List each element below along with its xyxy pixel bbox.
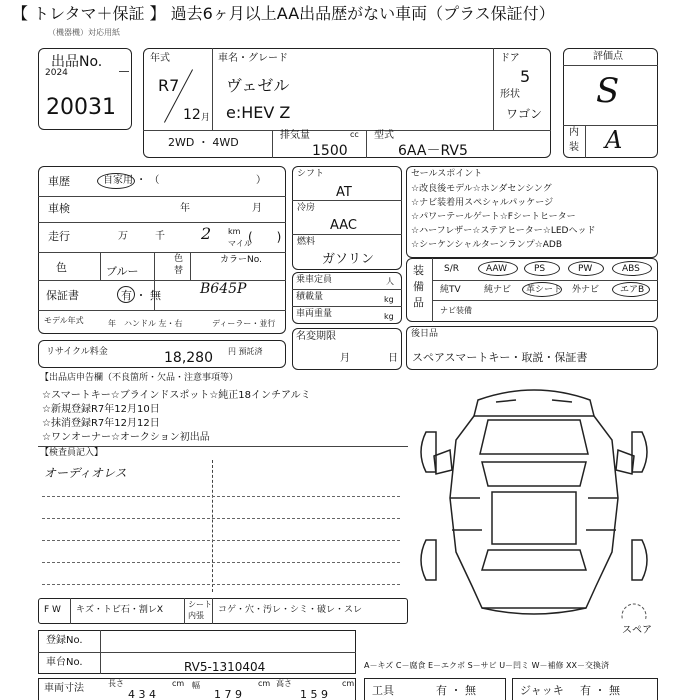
recycle-value: 18,280 — [164, 350, 213, 366]
year-era: R7 — [158, 76, 180, 95]
car-rear-window — [482, 550, 586, 570]
shift-value: AT — [336, 185, 352, 200]
shift-label: シフト — [297, 169, 325, 179]
interior-value: A — [605, 126, 623, 154]
model-year-unit: 年 — [108, 319, 116, 328]
size-cm-2: cm — [258, 679, 271, 688]
tools-label: 工具 — [372, 684, 394, 697]
model-value: 6AA－RV5 — [398, 143, 468, 159]
car-body-outline — [450, 416, 618, 608]
car-name: ヴェゼル — [226, 76, 290, 95]
seat-label-2: 内張 — [188, 611, 204, 620]
sales-point-2: ☆ナビ装着用スペシャルパッケージ — [411, 198, 554, 208]
equip-ps: PS — [534, 264, 546, 274]
car-damage-diagram — [416, 380, 652, 620]
mileage-sen: 千 — [155, 231, 165, 242]
dealer-options: ディーラー・並行 — [212, 319, 276, 328]
damage-legend: A－キズ C－腐食 E－エクボ S－サビ U－凹ミ W－補修 XX－交換済 — [364, 661, 610, 670]
interior-label-1: 内 — [569, 127, 579, 138]
score-value: S — [596, 71, 620, 111]
size-label: 車両寸法 — [44, 683, 84, 694]
top-partial-text: （機器機）対応用紙 — [48, 28, 120, 37]
color-no-label: カラーNo. — [220, 255, 262, 265]
warranty-options: 有 ・ 無 — [121, 289, 161, 302]
car-grade: e:HEV Z — [226, 103, 291, 122]
size-cm-3: cm — [342, 679, 355, 688]
car-left-door-line — [450, 498, 482, 530]
fuel-label: 燃料 — [297, 237, 316, 247]
capacity-row-3: 車両重量 — [296, 309, 333, 319]
sales-point-1: ☆改良後モデル☆ホンダセンシング — [411, 184, 552, 194]
inspector-title: 【検査員記入】 — [40, 448, 104, 458]
later-label: 後日品 — [411, 329, 439, 339]
note-line-4: ☆ワンオーナー☆オークション初出品 — [42, 432, 210, 443]
car-front-right-wheel — [632, 432, 647, 472]
history-label: 車歴 — [48, 175, 70, 188]
car-right-door-line — [586, 498, 618, 530]
mileage-paren: ( ) — [248, 230, 282, 244]
chassis-value: RV5-1310404 — [184, 660, 266, 674]
history-close: ） — [256, 175, 266, 186]
name-change-label: 名変期限 — [296, 331, 336, 342]
name-change-month: 月 — [340, 353, 350, 364]
interior-label-2: 装 — [569, 142, 579, 153]
mileage-mile: マイル — [228, 239, 252, 248]
car-rear-right-wheel — [632, 540, 647, 580]
lot-label: 出品No. — [51, 54, 103, 70]
car-front-bumper — [474, 390, 594, 416]
sales-points-label: セールスポイント — [411, 169, 483, 179]
capacity-unit-kg-2: kg — [384, 312, 394, 321]
note-line-1: ☆スマートキー☆ブラインドスポット☆純正18インチアルミ — [42, 390, 311, 401]
door-label: ドア — [500, 53, 520, 64]
ac-label: 冷房 — [297, 203, 316, 213]
shape-label: 形状 — [500, 89, 520, 100]
mileage-man: 万 — [118, 231, 128, 242]
capacity-unit-person: 人 — [386, 277, 394, 286]
car-windshield — [482, 462, 586, 486]
size-height-value: 1 5 9 — [300, 688, 328, 700]
car-front-left-wheel — [421, 432, 436, 472]
displacement-label: 排気量 — [280, 130, 310, 141]
warranty-label: 保証書 — [46, 289, 79, 302]
displacement-value: 1500 — [312, 143, 348, 159]
color-change-1: 色 — [174, 254, 184, 264]
spare-label: スペア — [622, 625, 652, 636]
capacity-row-2: 積載量 — [296, 292, 324, 302]
year-month-unit: 月 — [201, 113, 211, 123]
capacity-row-1: 乗車定員 — [296, 275, 333, 285]
seat-label-1: シート — [188, 600, 212, 609]
jack-options: 有 ・ 無 — [580, 684, 620, 697]
car-roof — [492, 492, 576, 544]
size-wid-label: 幅 — [192, 681, 200, 690]
navi-label: ナビ装備 — [440, 306, 472, 315]
tools-options: 有 ・ 無 — [436, 684, 476, 697]
score-label: 評価点 — [593, 51, 623, 62]
equipment-label-2: 備 — [413, 280, 424, 293]
color-value: ブルー — [106, 265, 139, 278]
size-hgt-label: 高さ — [276, 679, 292, 688]
car-hood — [480, 420, 588, 454]
history-box — [38, 166, 286, 334]
equipment-label-3: 品 — [413, 296, 424, 309]
inspection-month-unit: 月 — [252, 203, 262, 214]
fw-label: F W — [44, 605, 61, 615]
equip-airbag: エアB — [620, 285, 645, 295]
year-label: 年式 — [150, 53, 170, 64]
mileage-km: km — [228, 227, 241, 236]
door-count: 5 — [520, 67, 531, 86]
equipment-label-1: 装 — [413, 264, 424, 277]
lot-box — [38, 48, 132, 130]
fw-options: キズ・トビ石・割レX — [76, 605, 163, 615]
seat-options: コゲ・穴・汚レ・シミ・破レ・スレ — [218, 605, 363, 615]
displacement-unit: cc — [350, 130, 359, 139]
car-front-lights — [496, 400, 572, 402]
equip-tv: 純TV — [440, 285, 461, 295]
note-line-2: ☆新規登録R7年12月10日 — [42, 404, 160, 415]
year-month: 12 — [183, 107, 201, 123]
lot-year: 2024 — [45, 68, 68, 78]
inspection-year-unit: 年 — [180, 203, 190, 214]
size-cm-1: cm — [172, 679, 185, 688]
color-change-2: 替 — [174, 266, 184, 276]
mileage-value: 2 — [201, 224, 212, 243]
equip-pw: PW — [578, 264, 593, 274]
equip-sr: S/R — [444, 264, 459, 274]
equip-navi: 純ナビ — [484, 285, 512, 295]
banner: 【 トレタマ＋保証 】 過去6ヶ月以上AA出品歴がない車両（プラス保証付） — [12, 4, 555, 23]
car-rear-bumper — [482, 608, 586, 614]
notes-title: 【出品店申告欄（不良箇所・欠品・注意事項等） — [40, 373, 239, 383]
color-label: 色 — [56, 261, 67, 274]
drive-type: 2WD ・ 4WD — [168, 136, 239, 149]
size-length-value: 4 3 4 — [128, 688, 156, 700]
capacity-unit-kg-1: kg — [384, 295, 394, 304]
inspection-label: 車検 — [48, 202, 70, 215]
sales-point-5: ☆シーケンシャルターンランプ☆ADB — [411, 240, 563, 250]
sales-point-3: ☆パワーテールゲート☆Fシートヒーター — [411, 212, 576, 222]
model-label: 型式 — [374, 130, 394, 141]
chassis-label: 車台No. — [46, 657, 83, 668]
equip-leather: 革シート — [526, 285, 563, 295]
mileage-label: 走行 — [48, 230, 70, 243]
sales-point-4: ☆ハーフレザー☆ステアヒーター☆LEDヘッド — [411, 226, 596, 236]
jack-label: ジャッキ — [520, 684, 564, 697]
name-label: 車名・グレード — [218, 53, 288, 64]
car-rear-left-wheel — [421, 540, 436, 580]
handle-options: ハンドル 左・右 — [124, 319, 183, 328]
equip-ext-navi: 外ナビ — [572, 285, 600, 295]
history-options: 自家用 ・ （ — [103, 175, 160, 186]
lot-number: 20031 — [46, 95, 116, 120]
name-change-day: 日 — [388, 353, 398, 364]
size-len-label: 長さ — [108, 679, 124, 688]
ac-value: AAC — [330, 218, 357, 233]
color-no-value: B645P — [200, 281, 247, 297]
later-value: スペアスマートキー・取説・保証書 — [412, 351, 588, 364]
recycle-label: リサイクル料金 — [46, 347, 108, 357]
note-line-3: ☆抹消登録R7年12月12日 — [42, 418, 160, 429]
spare-tire — [622, 604, 646, 620]
size-width-value: 1 7 9 — [214, 688, 242, 700]
equip-aaw: AAW — [486, 264, 507, 274]
inspector-note: オーディオレス — [44, 466, 127, 480]
shape-value: ワゴン — [506, 107, 543, 121]
recycle-unit: 円 預託済 — [228, 347, 263, 356]
fuel-value: ガソリン — [322, 252, 375, 267]
model-year-label: モデル年式 — [44, 316, 84, 325]
registration-label: 登録No. — [46, 635, 83, 646]
equip-abs: ABS — [622, 264, 640, 274]
